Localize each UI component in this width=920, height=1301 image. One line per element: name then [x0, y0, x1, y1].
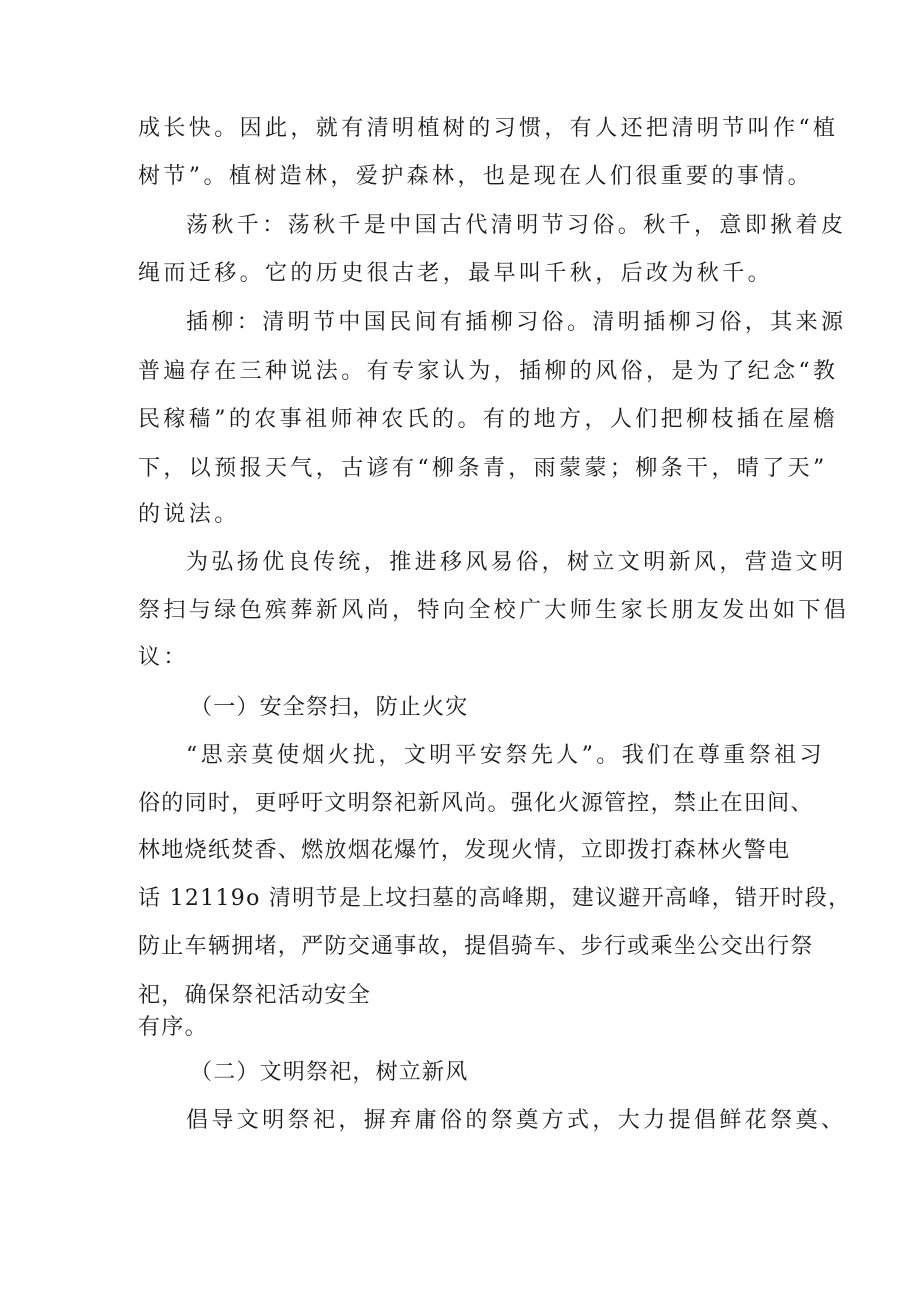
paragraph-safety-line-7: 有序。 [138, 1015, 208, 1040]
paragraph-initiative-line-1: 为弘扬优良传统，推进移风易俗，树立文明新风，营造文明 [186, 550, 847, 575]
paragraph-willow-line-3: 民稼穑”的农事祖师神农氏的。有的地方，人们把柳枝插在屋檐 [138, 407, 839, 432]
paragraph-swing-line-1: 荡秋千：荡秋千是中国古代清明节习俗。秋千，意即揪着皮 [186, 213, 847, 238]
paragraph-safety-line-1: “思亲莫使烟火扰，文明平安祭先人”。我们在尊重祭祖习 [186, 743, 825, 768]
paragraph-tree-line-1: 成长快。因此，就有清明植树的习惯，有人还把清明节叫作“植 [138, 116, 839, 141]
paragraph-willow-line-5: 的说法。 [138, 502, 240, 527]
section-heading-civil-worship: （二）文明祭祀，树立新风 [190, 1060, 469, 1085]
paragraph-initiative-line-2: 祭扫与绿色殡葬新风尚，特向全校广大师生家长朋友发出如下倡 [138, 598, 850, 623]
paragraph-safety-line-2: 俗的同时，更呼吁文明祭祀新风尚。强化火源管控，禁止在田间、 [138, 791, 814, 816]
paragraph-civil-line-1: 倡导文明祭祀，摒弃庸俗的祭奠方式，大力提倡鲜花祭奠、 [186, 1108, 847, 1133]
section-heading-fire-safety: （一）安全祭扫，防止火灾 [190, 695, 469, 720]
paragraph-willow-line-4: 下，以预报天气，古谚有“柳条青，雨蒙蒙；柳条干，晴了天” [138, 456, 828, 481]
paragraph-safety-line-4: 话 12119o 清明节是上坟扫墓的高峰期，建议避开高峰，错开时段， [138, 886, 852, 911]
paragraph-willow-line-1: 插柳：清明节中国民间有插柳习俗。清明插柳习俗，其来源 [186, 310, 847, 335]
paragraph-safety-line-5: 防止车辆拥堵，严防交通事故，提倡骑车、步行或乘坐公交出行祭 [138, 934, 814, 959]
paragraph-initiative-line-3: 议： [138, 645, 189, 670]
paragraph-safety-line-3: 林地烧纸焚香、燃放烟花爆竹，发现火情，立即拨打森林火警电 [138, 838, 791, 863]
paragraph-tree-line-2: 树节”。植树造林，爱护森林，也是现在人们很重要的事情。 [138, 164, 814, 189]
paragraph-swing-line-2: 绳而迁移。它的历史很古老，最早叫千秋，后改为秋千。 [138, 261, 774, 286]
paragraph-safety-line-6: 祀，确保祭祀活动安全 [138, 983, 372, 1008]
paragraph-willow-line-2: 普遍存在三种说法。有专家认为，插柳的风俗，是为了纪念“教 [138, 359, 839, 384]
